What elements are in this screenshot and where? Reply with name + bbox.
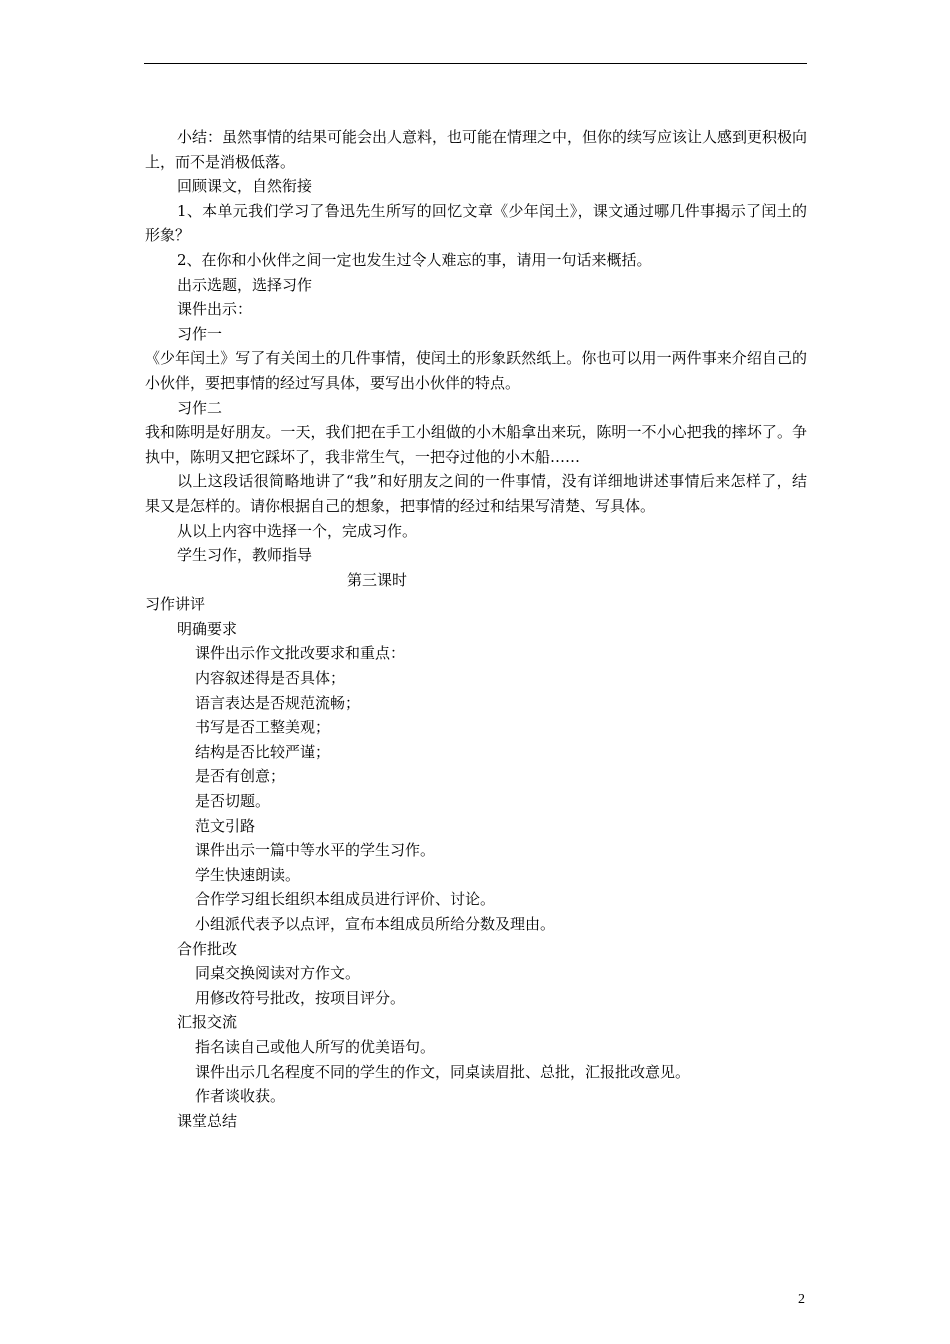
question-2: 2、在你和小伙伴之间一定也发生过令人难忘的事，请用一句话来概括。	[177, 250, 652, 269]
subheading-requirements: 明确要求	[177, 619, 238, 638]
model-step: 课件出示一篇中等水平的学生习作。	[195, 841, 436, 860]
summary-paragraph: 小结：虽然事情的结果可能会出人意料，也可能在情理之中，但你的续写应该让人感到更积极向上，而不是消极低落。	[145, 128, 808, 171]
requirement-item: 语言表达是否规范流畅；	[195, 693, 361, 712]
exercise-1-text: 《少年闰土》写了有关闰土的几件事情，使闰土的形象跃然纸上。你也可以用一两件事来介绍自己的小伙伴，要把事情的经过写具体，要写出小伙伴的特点。	[145, 349, 807, 392]
requirement-item: 是否有创意；	[195, 767, 286, 786]
courseware-label: 课件出示：	[177, 300, 253, 319]
subheading-summary: 课堂总结	[177, 1111, 238, 1130]
header-rule	[144, 63, 807, 64]
lesson-title: 第三课时	[347, 570, 408, 589]
requirement-item: 内容叙述得是否具体；	[195, 669, 346, 688]
exercise-2-text: 我和陈明是好朋友。一天，我们把在手工小组做的小木船拿出来玩，陈明一不小心把我的摔坏了。争执中，陈明又把它踩坏了，我非常生气，一把夺过他的小木船……	[145, 423, 807, 466]
document-body	[145, 125, 807, 1133]
report-step: 课件出示几名程度不同的学生的作文，同桌读眉批、总批，汇报批改意见。	[195, 1062, 691, 1081]
exercise-2-instructions: 以上这段话很简略地讲了“我”和好朋友之间的一件事情，没有详细地讲述事情后来怎样了，结果又是怎样的。请你根据自己的想象，把事情的经过和结果写清楚、写具体。	[145, 472, 807, 515]
subheading-model-essay: 范文引路	[195, 816, 256, 835]
report-step: 作者谈收获。	[195, 1087, 286, 1106]
section-heading-topics: 出示选题，选择习作	[177, 275, 313, 294]
report-step: 指名读自己或他人所写的优美语句。	[195, 1037, 436, 1056]
question-1: 1、本单元我们学习了鲁迅先生所写的回忆文章《少年闰土》，课文通过哪几件事揭示了闰土的形象？	[145, 201, 807, 245]
exercise-1-title: 习作一	[177, 324, 223, 343]
choose-instruction: 从以上内容中选择一个，完成习作。	[177, 521, 418, 540]
subheading-peer-correction: 合作批改	[177, 939, 238, 958]
page-number: 2	[798, 1292, 805, 1307]
peer-step: 用修改符号批改，按项目评分。	[195, 988, 406, 1007]
section-heading-writing: 学生习作，教师指导	[177, 546, 313, 565]
model-step: 合作学习组长组织本组成员进行评价、讨论。	[195, 890, 496, 909]
subheading-report: 汇报交流	[177, 1013, 238, 1032]
requirements-intro: 课件出示作文批改要求和重点：	[195, 644, 406, 663]
requirement-item: 书写是否工整美观；	[195, 718, 331, 737]
exercise-2-title: 习作二	[177, 398, 223, 417]
model-step: 小组派代表予以点评，宣布本组成员所给分数及理由。	[195, 915, 556, 933]
section-heading-review: 回顾课文，自然衔接	[177, 177, 313, 196]
requirement-item: 结构是否比较严谨；	[195, 742, 331, 761]
peer-step: 同桌交换阅读对方作文。	[195, 964, 361, 983]
section-heading-evaluation: 习作讲评	[145, 595, 206, 614]
requirement-item: 是否切题。	[195, 792, 271, 811]
model-step: 学生快速朗读。	[195, 865, 301, 884]
